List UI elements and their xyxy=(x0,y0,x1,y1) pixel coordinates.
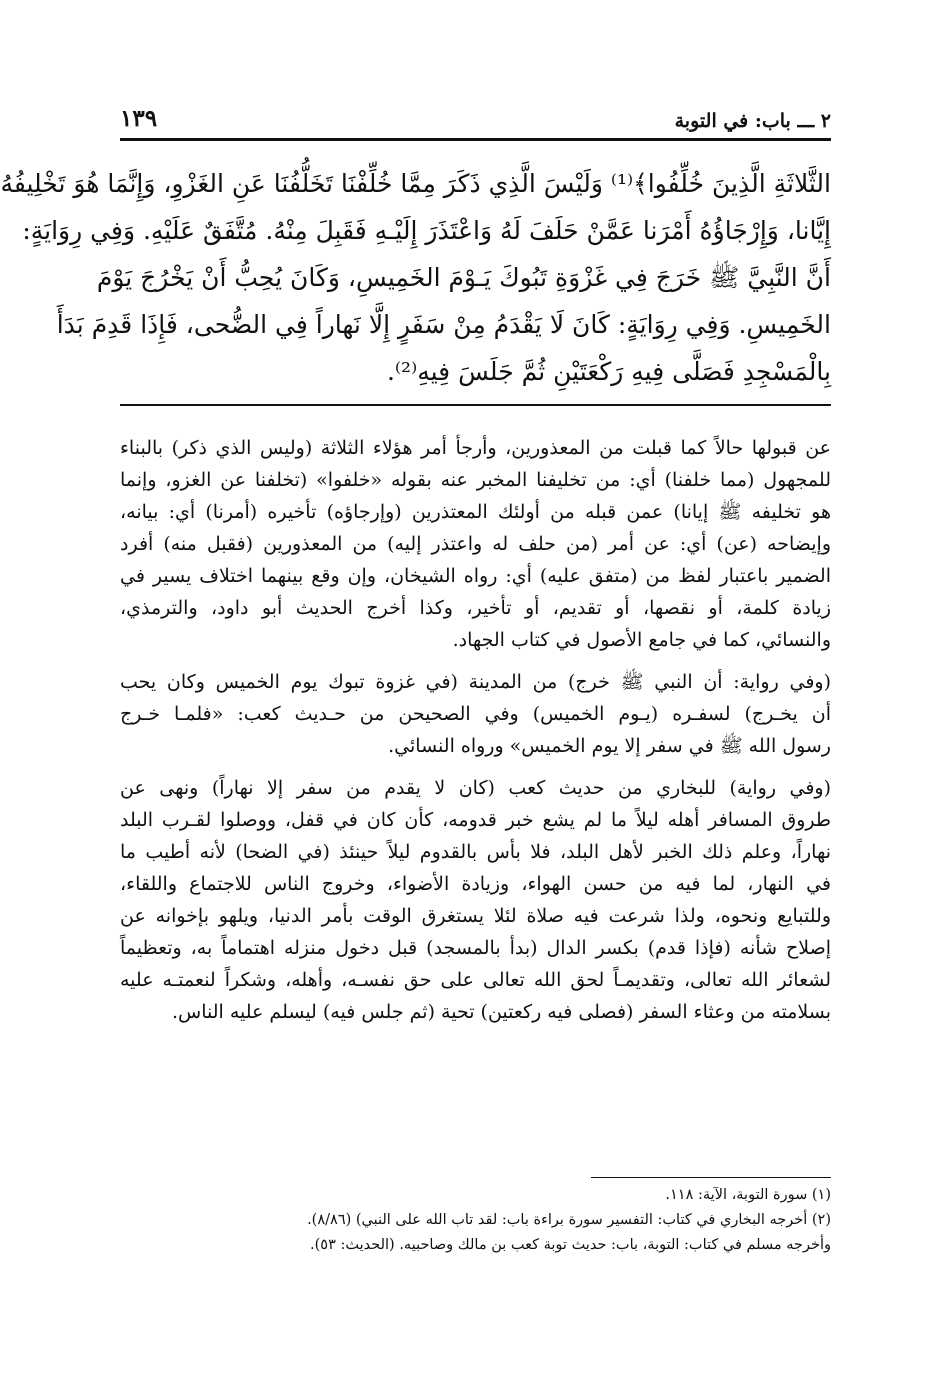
commentary-line: طروق المسافر أهله ليلاً ما لم يشع خبر قدومه، كأن كان في قفل، ووصلوا لقـرب البلد xyxy=(120,809,831,831)
commentary-line: عن قبولها حالاً كما قبلت من المعذورين، وأرجأ أمر هؤلاء الثلاثة (وليس الذي ذكر) بالبناء xyxy=(120,437,831,459)
commentary-line: (وفي رواية: أن النبي ﷺ خرج) من المدينة (في غزوة تبوك يوم الخميس وكان يحب xyxy=(120,671,831,693)
hadith-line: بِالْمَسْجِدِ فَصَلَّى فِيهِ رَكْعَتَيْنِ ثُمَّ جَلَسَ فِيهِ⁽²⁾. xyxy=(386,357,831,386)
page-header xyxy=(120,96,831,141)
commentary-paragraph xyxy=(120,432,831,656)
footnote: وأخرجه مسلم في كتاب: التوبة، باب: حديث توبة كعب بن مالك وصاحبيه. (الحديث: ٥٣). xyxy=(310,1237,831,1253)
commentary-line: إصلاح شأنه (فإذا قدم) بكسر الدال (بدأ بالمسجد) قبل دخول منزله اهتماماً به، وتعظيماً xyxy=(120,937,831,959)
commentary-line: نهاراً، وعلم ذلك الخبر لأهل البلد، فلا بأس بالقدوم ليلاً حينئذ (في الضحا) لأنه أطيب ما xyxy=(120,841,831,863)
hadith-line: أَنَّ النَّبِيَّ ﷺ خَرَجَ فِي غَزْوَةِ تَبُوكَ يَـوْمَ الخَمِيسِ، وَكَانَ يُحِبُّ أَنْ يَخْرُجَ يَوْمَ xyxy=(96,263,831,292)
commentary-line: أن يخـرج) لسفـره (يـوم الخميس) وفي الصحيحن من حـديث كعب: «فلمـا خـرج xyxy=(120,703,831,725)
hadith-line: الثَّلاثَةِ الَّذِينَ خُلِّفُوا﴾⁽¹⁾ وَلَيْسَ الَّذِي ذَكَرَ مِمَّا خُلِّفْنَا تَخَلُّفُنَا عَنِ الغَزْوِ، وَإِنَّمَا هُوَ تَخْلِيفُهُ xyxy=(0,169,831,198)
commentary xyxy=(120,432,831,1038)
hadith-line: إِيَّانا، وَإِرْجَاؤُهُ أَمْرَنا عَمَّنْ حَلَفَ لَهُ وَاعْتَذَرَ إِلَيْـهِ فَقَبِلَ مِنْهُ. مُتَّفَقٌ عَلَيْهِ. وَفِي رِوَايَةٍ: xyxy=(22,216,831,245)
chapter-title: ٢ ـــ باب: في التوبة xyxy=(674,110,831,132)
footnote: (١) سورة التوبة، الآية: ١١٨. xyxy=(665,1187,831,1203)
footnote-divider xyxy=(591,1177,831,1178)
commentary-paragraph xyxy=(120,772,831,1028)
commentary-line: للمجهول (مما خلفنا) أي: من تخليفنا المخبر عنه بقوله «خلفوا» (تخلفنا عن الغزو، وإنما xyxy=(120,469,831,491)
commentary-line: زيادة كلمة، أو نقصها، أو تقديم، أو تأخير، وكذا أخرج الحديث أبو داود، والترمذي، xyxy=(120,597,831,619)
page-number: ١٣٩ xyxy=(120,105,158,132)
commentary-line: رسول الله ﷺ في سفر إلا يوم الخميس» ورواه النسائي. xyxy=(388,735,831,757)
hadith-text xyxy=(0,160,831,395)
commentary-line: الضمير باعتبار لفظ من (متفق عليه) أي: رواه الشيخان، وإن وقع بينهما اختلاف يسير في xyxy=(120,565,831,587)
commentary-line: بسلامته من وعثاء السفر (فصلى فيه ركعتين) تحية (ثم جلس فيه) ليسلم عليه الناس. xyxy=(171,1001,831,1023)
hadith-line: الخَمِيسِ. وَفِي رِوَايَةٍ: كَانَ لَا يَقْدَمُ مِنْ سَفَرٍ إِلَّا نَهاراً فِي الضُّحى، فَإِذَا قَدِمَ بَدَأَ xyxy=(56,310,831,339)
commentary-line: وإيضاحه (عن) أي: عن أمر (من حلف له واعتذر إليه) من المعذورين (فقبل منه) أفرد xyxy=(120,533,831,555)
commentary-line: وللتبايع ونحوه، ولذا شرعت فيه صلاة لئلا يستغرق الوقت بأمر الدنيا، ويلهو بإخوانه عن xyxy=(120,905,831,927)
commentary-line: (وفي رواية) للبخاري من حديث كعب (كان لا يقدم من سفر إلا نهاراً) ونهى عن xyxy=(120,777,831,799)
commentary-line: هو تخليفه ﷺ إيانا) عمن قبله من أولئك المعتذرين (وإرجاؤه) تأخيره (أمرنا) أي: بيانه، xyxy=(120,501,831,523)
commentary-line: لشعائر الله تعالى، وتقديمـاً لحق الله تعالى على حق نفسـه، وأهله، وشكراً لنعمتـه عليه xyxy=(120,969,831,991)
commentary-line: في النهار، لما فيه من حسن الهواء، وزيادة الأضواء، وخروج الناس للاجتماع واللقاء، xyxy=(120,873,831,895)
footnotes xyxy=(120,1183,831,1258)
section-divider xyxy=(120,404,831,406)
commentary-line: والنسائي، كما في جامع الأصول في كتاب الجهاد. xyxy=(452,629,831,651)
commentary-paragraph xyxy=(120,666,831,762)
footnote: (٢) أخرجه البخاري في كتاب: التفسير سورة براءة باب: لقد تاب الله على النبي) (٨/٨٦). xyxy=(307,1212,831,1228)
